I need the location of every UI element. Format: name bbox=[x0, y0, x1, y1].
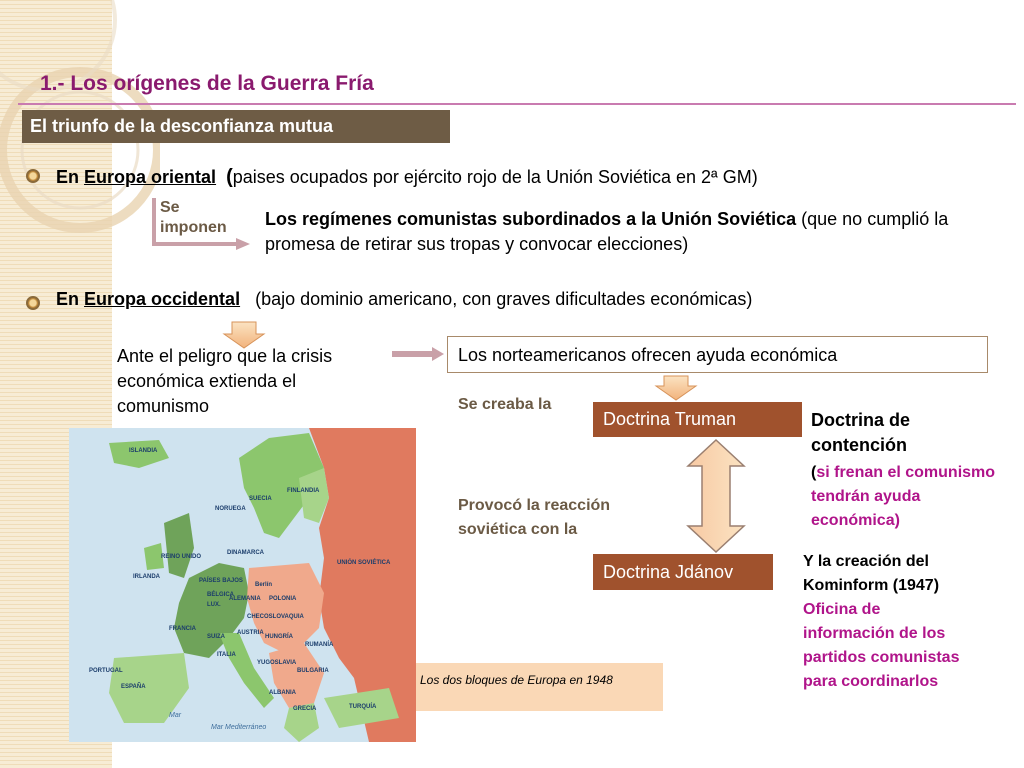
jdanov-desc-black: Y la creación del Kominform (1947) bbox=[803, 553, 940, 594]
doctrina-truman-label: Doctrina Truman bbox=[603, 409, 737, 429]
map-label: YUGOSLAVIA bbox=[257, 660, 297, 666]
oriental-result bbox=[265, 207, 1005, 257]
doctrina-jdanov-box bbox=[593, 554, 773, 590]
map-label: Mar bbox=[169, 712, 182, 719]
bullet-icon bbox=[26, 169, 40, 183]
map-label: UNIÓN SOVIÉTICA bbox=[337, 560, 391, 566]
map-label: FINLANDIA bbox=[287, 488, 320, 494]
oriental-result-bold: Los regímenes comunistas subordinados a la Unión Soviética bbox=[265, 209, 797, 229]
map-label: CHECOSLOVAQUIA bbox=[247, 614, 304, 620]
map-label: ALBANIA bbox=[269, 690, 296, 696]
oriental-paren: ( bbox=[226, 166, 233, 188]
map-label: Berlín bbox=[255, 582, 273, 588]
map-label: AUSTRIA bbox=[237, 630, 264, 636]
arrow-right-icon bbox=[390, 346, 446, 362]
map-label: POLONIA bbox=[269, 596, 297, 602]
map-shapes bbox=[69, 428, 416, 742]
bullet-icon bbox=[26, 296, 40, 310]
title-underline bbox=[18, 103, 1016, 105]
map-label: SUIZA bbox=[207, 634, 225, 640]
truman-desc-magenta: si frenan el comunismo tendrán ayuda económica) bbox=[811, 464, 996, 529]
map-label: DINAMARCA bbox=[227, 550, 264, 556]
truman-desc-title: Doctrina de contención bbox=[811, 410, 911, 455]
map-label: Mar Mediterráneo bbox=[211, 724, 267, 731]
arrow-right-icon bbox=[150, 196, 258, 252]
map-caption: Los dos bloques de Europa en 1948 bbox=[416, 663, 663, 711]
double-arrow-icon bbox=[684, 438, 748, 554]
jdanov-desc bbox=[803, 550, 973, 694]
map-label: PAÍSES BAJOS bbox=[199, 578, 243, 584]
map-label: LUX. bbox=[207, 602, 221, 608]
doctrina-jdanov-label: Doctrina Jdánov bbox=[603, 562, 734, 582]
map-label: ISLANDIA bbox=[129, 448, 158, 454]
truman-desc bbox=[811, 461, 1011, 533]
map-label: TURQUÍA bbox=[349, 704, 377, 710]
occidental-detail: (bajo dominio americano, con graves dificultades económicas) bbox=[255, 289, 753, 309]
occidental-region: Europa occidental bbox=[84, 289, 241, 309]
map-label: RUMANÍA bbox=[305, 642, 334, 648]
oriental-result-rest: (que no cumplió la promesa de retirar sus tropas y convocar elecciones) bbox=[265, 209, 949, 254]
se-creaba-label: Se creaba la bbox=[458, 396, 552, 413]
arrow-label-line1: Se bbox=[160, 199, 180, 216]
truman-desc-open: ( bbox=[811, 464, 817, 481]
map-label: SUECIA bbox=[249, 496, 272, 502]
map-label: HUNGRÍA bbox=[265, 634, 293, 640]
map-label: IRLANDA bbox=[133, 574, 160, 580]
arrow-down-icon bbox=[654, 374, 698, 402]
oriental-region: Europa oriental bbox=[84, 167, 217, 187]
map-label: PORTUGAL bbox=[89, 668, 123, 674]
provoco-label: Provocó la reacción soviética con la bbox=[458, 497, 611, 538]
oriental-detail: paises ocupados por ejército rojo de la Unión Soviética en 2ª GM) bbox=[232, 167, 758, 187]
map-label: REINO UNIDO bbox=[161, 554, 202, 560]
aid-text: Los norteamericanos ofrecen ayuda económica bbox=[458, 345, 838, 365]
page-title: 1.- Los orígenes de la Guerra Fría bbox=[40, 72, 374, 95]
map-label: ALEMANIA bbox=[229, 596, 261, 602]
occidental-prefix: En bbox=[56, 289, 80, 309]
oriental-line bbox=[56, 165, 956, 190]
aid-box bbox=[447, 336, 988, 373]
map-label: ESPAÑA bbox=[121, 684, 146, 690]
oriental-prefix: En bbox=[56, 167, 80, 187]
peril-text: Ante el peligro que la crisis económica extienda el comunismo bbox=[117, 346, 333, 416]
arrow-label-line2: imponen bbox=[160, 219, 227, 236]
map-label: FRANCIA bbox=[169, 626, 196, 632]
map-label: BÉLGICA bbox=[207, 592, 234, 598]
doctrina-truman-box bbox=[593, 402, 802, 437]
jdanov-desc-magenta: Oficina de información de los partidos comunistas para coordinarlos bbox=[803, 601, 960, 690]
section-subtitle: El triunfo de la desconfianza mutua bbox=[22, 110, 450, 143]
map-label: GRECIA bbox=[293, 706, 317, 712]
map-label: NORUEGA bbox=[215, 506, 246, 512]
map-label: BULGARIA bbox=[297, 668, 329, 674]
occidental-line bbox=[56, 287, 956, 312]
map-label: ITALIA bbox=[217, 652, 236, 658]
europe-1948-map bbox=[69, 428, 416, 742]
